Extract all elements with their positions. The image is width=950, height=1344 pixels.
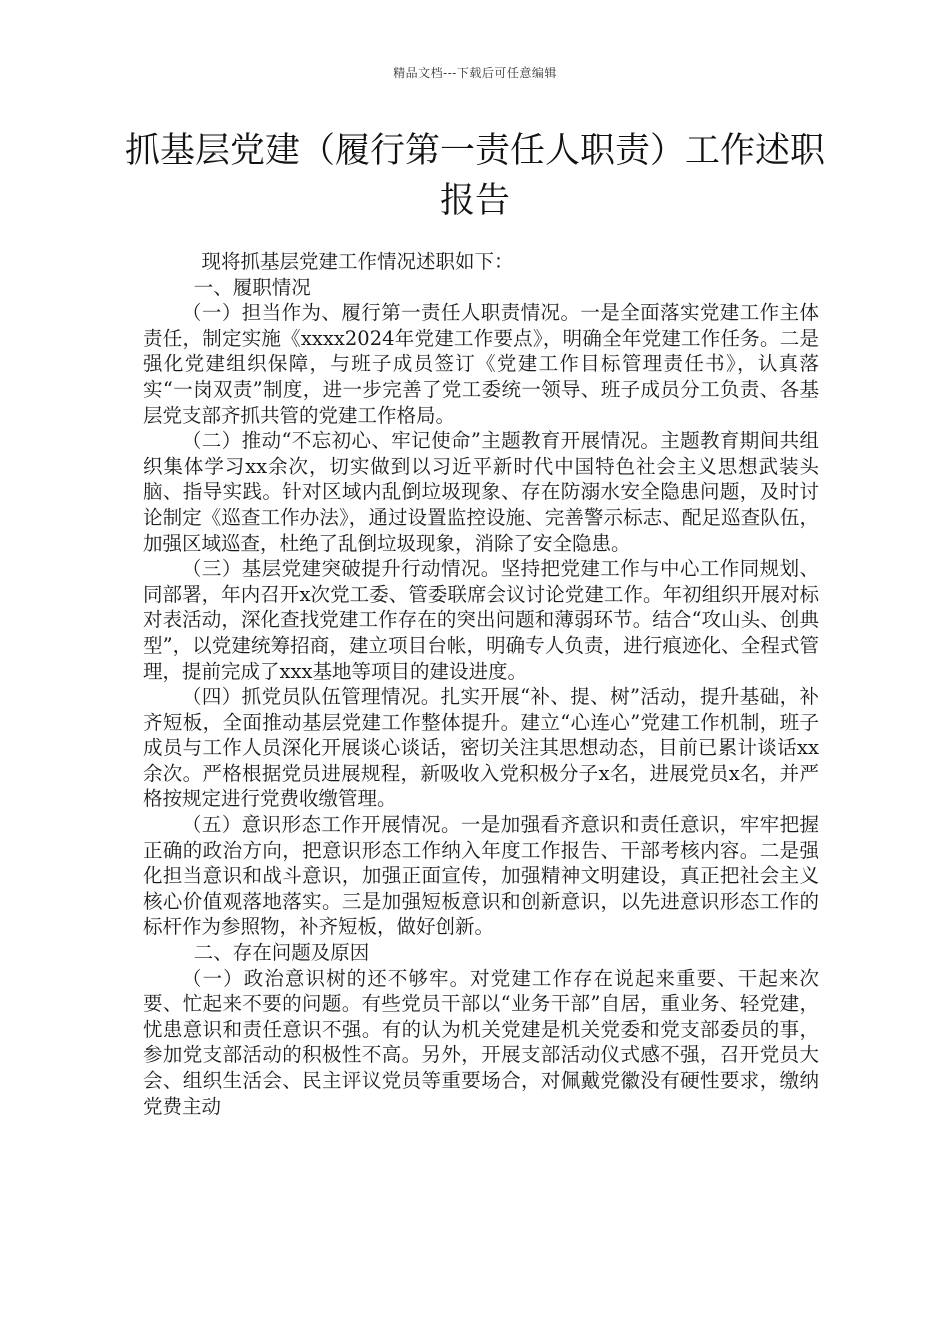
paragraph-1: （一）担当作为、履行第一责任人职责情况。一是全面落实党建工作主体责任，制定实施《xxxx2024年党建工作要点》，明确全年党建工作任务。二是强化党建组织保障，与班子成员签订《党建工作目标管理责任书》，认真落实“一岗双责”制度，进一步完善了党工委统一领导、班子成员分工负责、各基层党支部齐抓共管的党建工作格局。: [143, 301, 819, 427]
paragraph-3: （三）基层党建突破提升行动情况。坚持把党建工作与中心工作同规划、同部署，年内召开x次党工委、管委联席会议讨论党建工作。年初组织开展对标对表活动，深化查找党建工作存在的突出问题和薄弱环节。结合“攻山头、创典型”，以党建统筹招商，建立项目台帐，明确专人负责，进行痕迹化、全程式管理，提前完成了xxx基地等项目的建设进度。: [143, 557, 819, 683]
document-body: [143, 249, 819, 1119]
section-heading-1: 一、履职情况: [193, 275, 311, 299]
paragraph-2: （二）推动“不忘初心、牢记使命”主题教育开展情况。主题教育期间共组织集体学习xx余次，切实做到以习近平新时代中国特色社会主义思想武装头脑、指导实践。针对区域内乱倒垃圾现象、存在防溺水安全隐患问题，及时讨论制定《巡查工作办法》，通过设置监控设施、完善警示标志、配足巡查队伍，加强区域巡查，杜绝了乱倒垃圾现象，消除了安全隐患。: [143, 429, 819, 555]
intro-paragraph: 现将抓基层党建工作情况述职如下：: [201, 250, 514, 273]
document-title: 抓基层党建（履行第一责任人职责）工作述职报告: [124, 131, 825, 221]
paragraph-5: （五）意识形态工作开展情况。一是加强看齐意识和责任意识，牢牢把握正确的政治方向，把意识形态工作纳入年度工作报告、干部考核内容。二是强化担当意识和战斗意识，加强正面宣传，加强精神文明建设，真正把社会主义核心价值观落地落实。三是加强短板意识和创新意识，以先进意识形态工作的标杆作为参照物，补齐短板，做好创新。: [143, 813, 819, 939]
paragraph-6: （一）政治意识树的还不够牢。对党建工作存在说起来重要、干起来次要、忙起来不要的问题。有些党员干部以“业务干部”自居，重业务、轻党建，忧患意识和责任意识不强。有的认为机关党建是机关党委和党支部委员的事，参加党支部活动的积极性不高。另外，开展支部活动仪式感不强，召开党员大会、组织生活会、民主评议党员等重要场合，对佩戴党徽没有硬性要求，缴纳党费主动: [143, 966, 819, 1118]
section-heading-2: 二、存在问题及原因: [193, 941, 370, 965]
paragraph-4: （四）抓党员队伍管理情况。扎实开展“补、提、树”活动，提升基础，补齐短板，全面推动基层党建工作整体提升。建立“心连心”党建工作机制，班子成员与工作人员深化开展谈心谈话，密切关注其思想动态，目前已累计谈话xx余次。严格根据党员进展规程，新吸收入党积极分子x名，进展党员x名，并严格按规定进行党费收缴管理。: [143, 685, 819, 811]
header-note: 精品文档---下载后可任意编辑: [393, 66, 557, 80]
